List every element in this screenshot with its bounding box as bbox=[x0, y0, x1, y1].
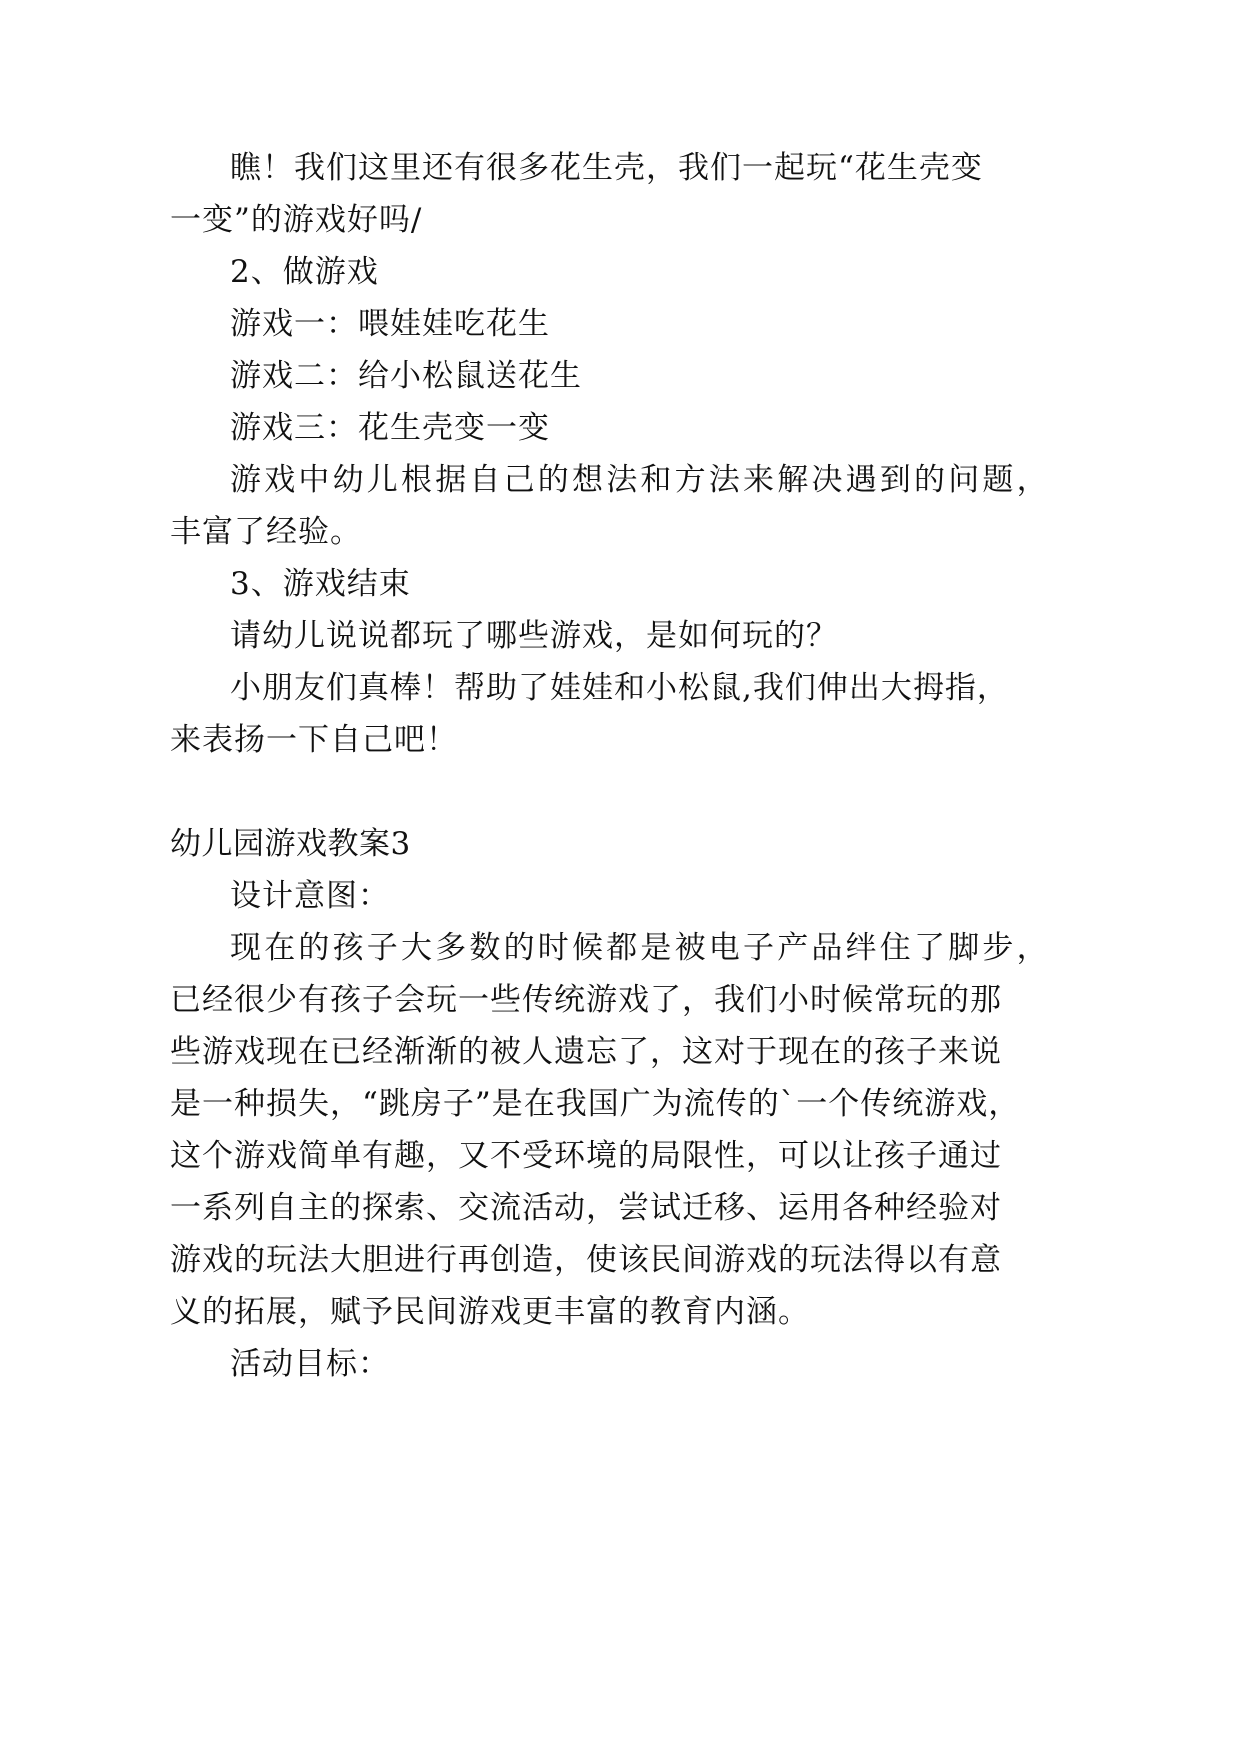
list-item: 2、做游戏 bbox=[230, 254, 379, 290]
list-item: 游戏一：喂娃娃吃花生 bbox=[230, 306, 550, 342]
paragraph-line: 游戏的玩法大胆进行再创造，使该民间游戏的玩法得以有意 bbox=[170, 1242, 1002, 1278]
list-item: 游戏三：花生壳变一变 bbox=[230, 410, 550, 446]
paragraph-line: 丰富了经验。 bbox=[170, 514, 362, 550]
paragraph-line: 一系列自主的探索、交流活动，尝试迁移、运用各种经验对 bbox=[170, 1190, 1002, 1226]
subheading: 设计意图： bbox=[230, 878, 390, 914]
paragraph-line: 些游戏现在已经渐渐的被人遗忘了，这对于现在的孩子来说 bbox=[170, 1034, 1002, 1070]
paragraph-line: 来表扬一下自己吧！ bbox=[170, 722, 458, 758]
section-heading: 幼儿园游戏教案3 bbox=[170, 826, 411, 862]
list-item: 3、游戏结束 bbox=[230, 566, 411, 602]
paragraph-line: 小朋友们真棒！帮助了娃娃和小松鼠,我们伸出大拇指， bbox=[230, 670, 1009, 706]
list-item: 游戏二：给小松鼠送花生 bbox=[230, 358, 582, 394]
paragraph-line: 这个游戏简单有趣，又不受环境的局限性，可以让孩子通过 bbox=[170, 1138, 1002, 1174]
paragraph-line: 一变”的游戏好吗/ bbox=[170, 202, 423, 238]
paragraph-line: 是一种损失，“跳房子”是在我国广为流传的`一个传统游戏， bbox=[170, 1086, 1021, 1122]
paragraph-line: 请幼儿说说都玩了哪些游戏，是如何玩的？ bbox=[230, 618, 838, 654]
paragraph-line: 义的拓展，赋予民间游戏更丰富的教育内涵。 bbox=[170, 1294, 810, 1330]
paragraph-line: 游戏中幼儿根据自己的想法和方法来解决遇到的问题， bbox=[230, 462, 1051, 498]
paragraph-line: 瞧！我们这里还有很多花生壳，我们一起玩“花生壳变 bbox=[230, 150, 983, 186]
subheading: 活动目标： bbox=[230, 1346, 390, 1382]
paragraph-line: 已经很少有孩子会玩一些传统游戏了，我们小时候常玩的那 bbox=[170, 982, 1002, 1018]
paragraph-line: 现在的孩子大多数的时候都是被电子产品绊住了脚步， bbox=[230, 930, 1051, 966]
